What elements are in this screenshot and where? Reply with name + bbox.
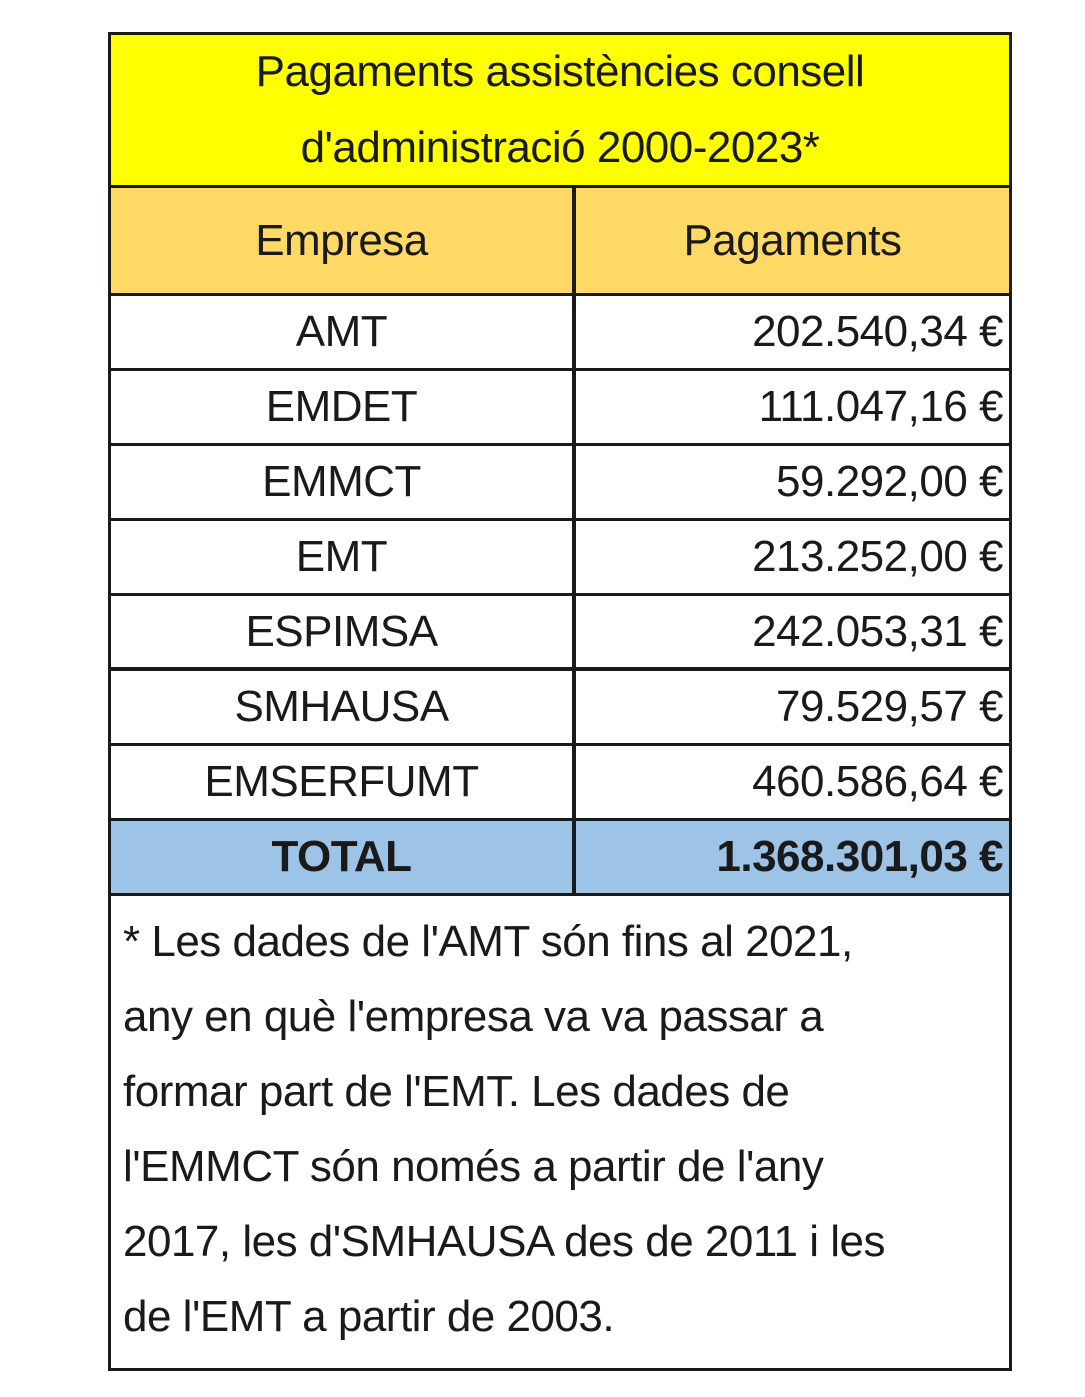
footnote-line: * Les dades de l'AMT són fins al 2021,: [123, 917, 853, 966]
header-company: Empresa: [111, 188, 576, 293]
company-cell: EMMCT: [111, 446, 576, 518]
table-row: [111, 671, 1009, 746]
footnote-line: de l'EMT a partir de 2003.: [123, 1292, 615, 1341]
amount-cell: 59.292,00 €: [776, 457, 1003, 506]
total-amount: 1.368.301,03 €: [716, 832, 1003, 881]
table-row: [111, 446, 1009, 521]
table-title-line-2: d'administració 2000-2023*: [300, 123, 820, 172]
footnote-line: 2017, les d'SMHAUSA des de 2011 i les: [123, 1217, 885, 1266]
table-row: [111, 746, 1009, 821]
table-footnote: [111, 896, 1009, 1368]
header-payments: Pagaments: [683, 215, 902, 265]
table-row: [111, 371, 1009, 446]
amount-cell: 202.540,34 €: [752, 307, 1003, 356]
company-cell: SMHAUSA: [111, 671, 576, 743]
table-row: [111, 596, 1009, 671]
total-label: TOTAL: [111, 821, 576, 893]
company-cell: EMSERFUMT: [111, 746, 576, 818]
amount-cell: 460.586,64 €: [752, 757, 1003, 806]
amount-cell: 79.529,57 €: [776, 682, 1003, 731]
table-total-row: [111, 821, 1009, 896]
company-cell: EMDET: [111, 371, 576, 443]
table-header-row: [111, 188, 1009, 296]
amount-cell: 213.252,00 €: [752, 532, 1003, 581]
footnote-line: l'EMMCT són només a partir de l'any: [123, 1142, 824, 1191]
company-cell: AMT: [111, 296, 576, 368]
company-cell: ESPIMSA: [111, 596, 576, 667]
amount-cell: 242.053,31 €: [752, 606, 1003, 656]
footnote-line: formar part de l'EMT. Les dades de: [123, 1067, 790, 1116]
table-row: [111, 296, 1009, 371]
footnote-line: any en què l'empresa va va passar a: [123, 992, 824, 1041]
company-cell: EMT: [111, 521, 576, 593]
payments-table: [108, 32, 1012, 1371]
amount-cell: 111.047,16 €: [758, 382, 1003, 431]
table-title-line-1: Pagaments assistències consell: [255, 47, 865, 96]
table-title: [111, 35, 1009, 188]
table-row: [111, 521, 1009, 596]
